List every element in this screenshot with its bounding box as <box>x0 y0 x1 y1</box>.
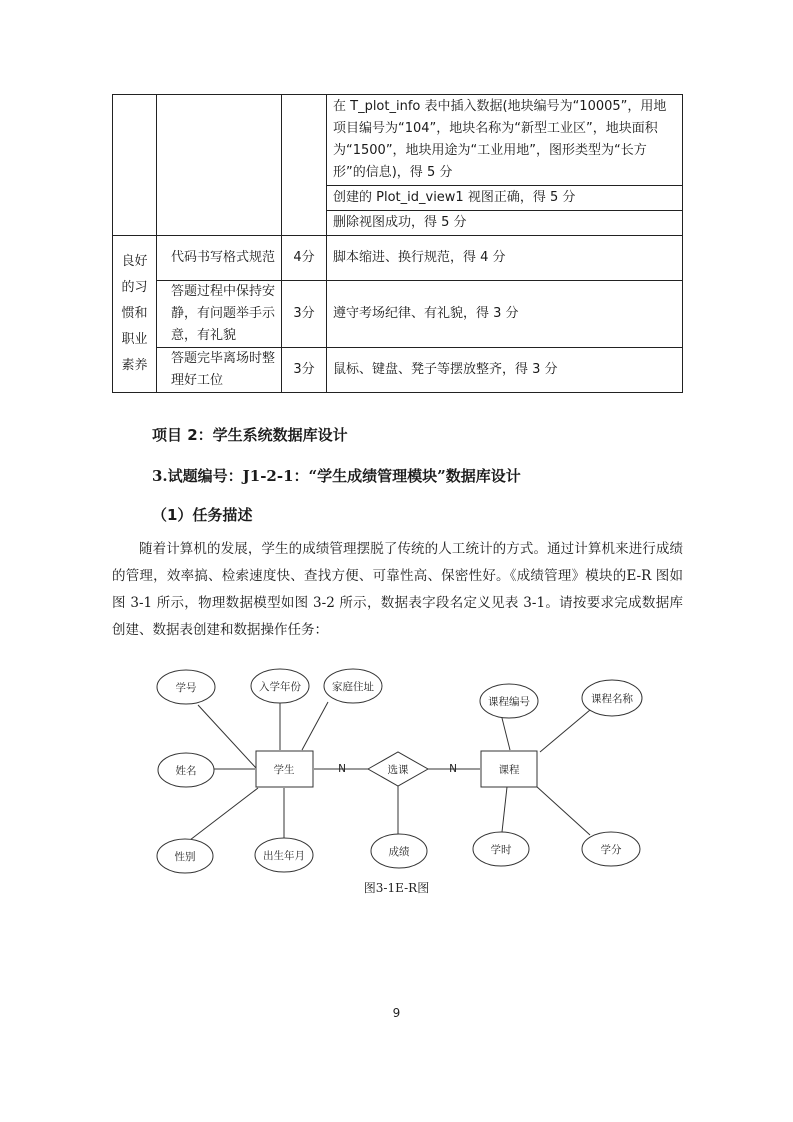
category-cell <box>113 236 157 393</box>
connector-line <box>540 710 590 752</box>
entity-student <box>256 751 313 787</box>
criterion-text: 在 T_plot_info 表中插入数据(地块编号为“10005”，用地项目编号为“104”，地块名称为“新型工业区”，地块面积为“1500”，地块用途为“工业用地”，图形类型为“长方形”的信息)，得 5 分 <box>333 99 667 180</box>
attribute-hours <box>473 832 529 866</box>
criterion-cell: 鼠标、键盘、凳子等摆放整齐，得 3 分 <box>327 348 683 393</box>
attribute-course-name <box>582 680 642 716</box>
svg-text:性别: 性别 <box>174 851 196 863</box>
cardinality-left: N <box>338 763 346 775</box>
question-heading: 3.试题编号：J1-2-1：“学生成绩管理模块”数据库设计 <box>152 467 521 485</box>
criterion-text: 删除视图成功，得 5 分 <box>327 210 682 235</box>
score-cell: 3分 <box>282 348 327 393</box>
cardinality-right: N <box>449 763 457 775</box>
svg-text:学生: 学生 <box>273 764 295 776</box>
category-line: 良好 <box>121 254 148 269</box>
category-line: 素养 <box>121 358 148 373</box>
svg-text:学分: 学分 <box>600 844 622 856</box>
svg-text:入学年份: 入学年份 <box>259 681 301 693</box>
category-line: 的习 <box>121 280 148 295</box>
attribute-gender <box>157 839 213 873</box>
criterion-text: 创建的 Plot_id_view1 视图正确，得 5 分 <box>327 185 682 210</box>
figure-caption: 图3-1E-R图 <box>363 881 430 895</box>
item-cell: 答题完毕离场时整理好工位 <box>157 348 282 393</box>
connector-line <box>536 786 590 835</box>
svg-text:学时: 学时 <box>490 844 512 856</box>
connector-line <box>502 718 510 750</box>
connector-line <box>302 702 328 750</box>
connector-line <box>502 787 507 832</box>
criterion-cell: 遵守考场纪律、有礼貌，得 3 分 <box>327 281 683 348</box>
item-cell: 答题过程中保持安静，有问题举手示意，有礼貌 <box>157 281 282 348</box>
attribute-enroll-year <box>251 669 309 703</box>
table-cell <box>113 95 157 236</box>
attribute-credit <box>582 832 640 866</box>
category-line: 职业 <box>121 332 148 347</box>
table-row <box>113 281 683 348</box>
attribute-birth <box>255 838 313 872</box>
svg-text:成绩: 成绩 <box>388 846 410 858</box>
table-row <box>113 348 683 393</box>
connector-line <box>190 788 258 840</box>
criteria-cell <box>327 95 683 236</box>
relationship-select-course <box>368 752 428 786</box>
attribute-student-id <box>157 670 215 704</box>
task-description: 随着计算机的发展，学生的成绩管理摆脱了传统的人工统计的方式。通过计算机来进行成绩的管理，效率搞、检索速度快、查找方便、可靠性高、保密性好。《成绩管理》模块的E-R 图如图 3-1 所示，物理数据模型如图 3-2 所示，数据表字段名定义见表 3-1。请按要求完成数据库创建、数据表创建和数据操作任务： <box>112 541 683 638</box>
svg-text:姓名: 姓名 <box>175 765 197 777</box>
table-row <box>113 236 683 281</box>
svg-text:课程名称: 课程名称 <box>591 693 633 705</box>
item-cell: 代码书写格式规范 <box>157 236 282 281</box>
attribute-name <box>158 753 214 787</box>
svg-text:家庭住址: 家庭住址 <box>332 681 374 693</box>
table-cell <box>282 95 327 236</box>
page-number: 9 <box>392 1006 401 1020</box>
score-cell: 3分 <box>282 281 327 348</box>
svg-text:课程编号: 课程编号 <box>488 696 530 708</box>
criterion-cell: 脚本缩进、换行规范，得 4 分 <box>327 236 683 281</box>
task-heading: （1）任务描述 <box>152 506 253 524</box>
attribute-grade <box>371 834 427 868</box>
svg-text:课程: 课程 <box>498 764 520 776</box>
project-heading: 项目 2：学生系统数据库设计 <box>152 426 348 444</box>
table-cell <box>157 95 282 236</box>
attribute-course-code <box>480 684 538 718</box>
svg-text:出生年月: 出生年月 <box>263 850 305 862</box>
scoring-table <box>112 94 683 393</box>
category-line: 惯和 <box>121 306 148 321</box>
score-cell: 4分 <box>282 236 327 281</box>
table-row <box>113 95 683 236</box>
attribute-address <box>324 669 382 703</box>
er-diagram <box>140 660 660 875</box>
svg-text:学号: 学号 <box>175 682 197 694</box>
svg-text:选课: 选课 <box>387 764 409 776</box>
entity-course <box>481 751 537 787</box>
